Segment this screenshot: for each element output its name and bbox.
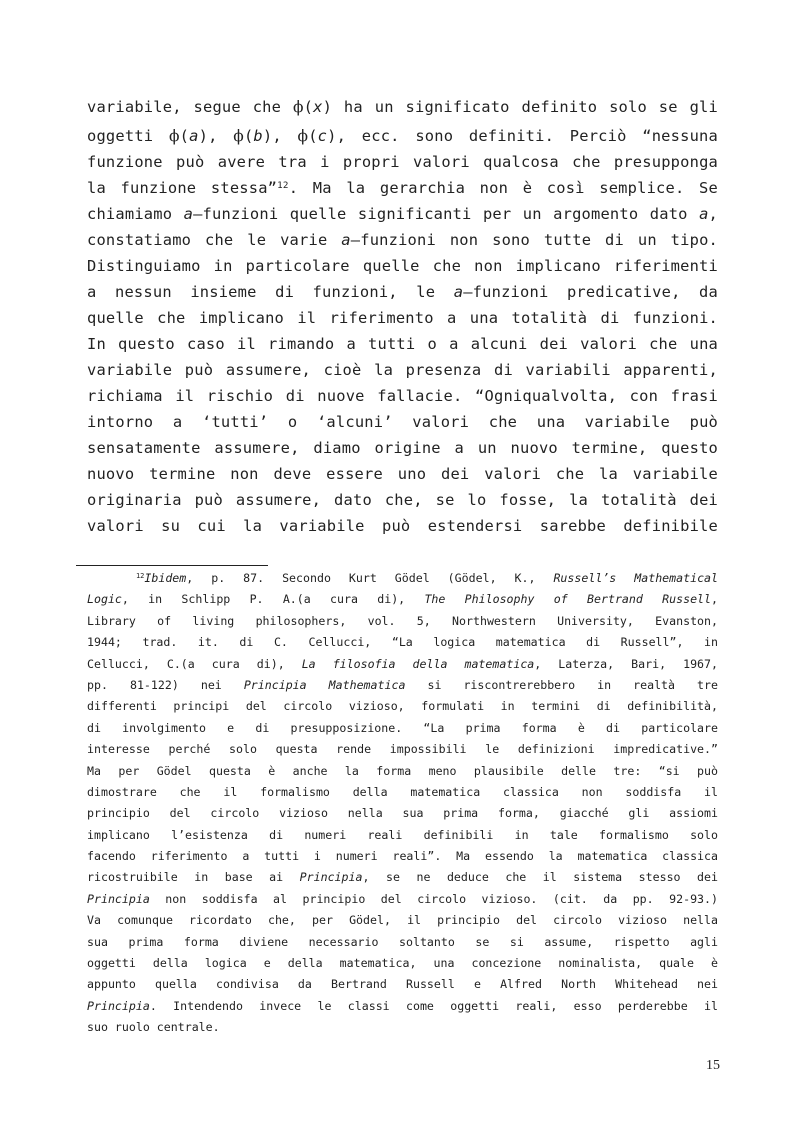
footnote-line: Cellucci, C.(a cura di), La filosofia della matematica, Laterza, Bari, 1967,: [87, 656, 718, 671]
body-line: originaria può assumere, dato che, se lo fosse, la totalità dei: [87, 491, 718, 509]
footnote-line: Ma per Gödel questa è anche la forma meno plausibile delle tre: “si può: [87, 763, 718, 778]
body-line-part: . Ma la gerarchia non è così semplice. Se: [288, 179, 718, 197]
footnote-line: Library of living philosophers, vol. 5, Northwestern University, Evanston,: [87, 613, 718, 628]
body-line: Distinguiamo in particolare quelle che non implicano riferimenti: [87, 257, 718, 275]
body-line: variabile può assumere, cioè la presenza di variabili apparenti,: [87, 361, 718, 379]
body-line: nuovo termine non deve essere uno dei valori che la variabile: [87, 465, 718, 483]
footnote-line: implicano l’esistenza di numeri reali definibili in tale formalismo solo: [87, 827, 718, 842]
footnote-line-text: Ibidem, p. 87. Secondo Kurt Gödel (Gödel, K., Russell’s Mathematical: [144, 571, 718, 585]
footnote-line: di involgimento e di presupposizione. “La prima forma è di particolare: [87, 720, 718, 735]
footnote-line: principio del circolo vizioso nella sua prima forma, giacché gli assiomi: [87, 806, 718, 821]
body-line: constatiamo che le varie a–funzioni non sono tutte di un tipo.: [87, 231, 718, 249]
footnote-separator: [76, 565, 268, 566]
footnote-line: pp. 81-122) nei Principia Mathematica si riscontrerebbero in realtà tre: [87, 677, 718, 692]
body-line: intorno a ‘tutti’ o ‘alcuni’ valori che una variabile può: [87, 413, 718, 431]
footnote-line: Logic, in Schlipp P. A.(a cura di), The Philosophy of Bertrand Russell,: [87, 592, 718, 607]
footnote-reference[interactable]: 12: [277, 179, 289, 191]
body-line: funzione può avere tra i propri valori qualcosa che presupponga: [87, 153, 718, 171]
body-line-part: la funzione stessa”: [87, 179, 278, 197]
footnote-line: interesse perché solo questa rende impossibili le definizioni impredicative.”: [87, 742, 718, 757]
footnote-line: differenti principi del circolo vizioso, formulati in termini di definibilità,: [87, 699, 718, 714]
body-line: oggetti ϕ(a), ϕ(b), ϕ(c), ecc. sono definiti. Perciò “nessuna: [87, 127, 718, 145]
body-line: chiamiamo a–funzioni quelle significanti per un argomento dato a,: [87, 205, 718, 223]
footnote-line: Va comunque ricordato che, per Gödel, il principio del circolo vizioso nella: [87, 913, 718, 928]
body-line: valori su cui la variabile può estendersi sarebbe definibile: [87, 517, 718, 535]
body-text: [87, 94, 718, 539]
footnote-line: suo ruolo centrale.: [87, 1020, 220, 1035]
footnote-line: appunto quella condivisa da Bertrand Russell e Alfred North Whitehead nei: [87, 977, 718, 992]
footnote-line: [87, 568, 718, 589]
footnote: [87, 568, 718, 1039]
body-line: quelle che implicano il riferimento a una totalità di funzioni.: [87, 309, 718, 327]
footnote-line: dimostrare che il formalismo della matematica classica non soddisfa il: [87, 784, 718, 799]
page-number: 15: [706, 1058, 720, 1073]
footnote-line: oggetti della logica e della matematica, una concezione nominalista, quale è: [87, 956, 718, 971]
body-line: richiama il rischio di nuove fallacie. “Ogniqualvolta, con frasi: [87, 387, 718, 405]
footnote-line: sua prima forma diviene necessario soltanto se si assume, rispetto agli: [87, 934, 718, 949]
body-line: variabile, segue che ϕ(x) ha un significato definito solo se gli: [87, 98, 718, 116]
body-line: In questo caso il rimando a tutti o a alcuni dei valori che una: [87, 335, 718, 353]
body-line-with-footnote-ref: [87, 175, 718, 201]
footnote-line: facendo riferimento a tutti i numeri reali”. Ma essendo la matematica classica: [87, 849, 718, 864]
footnote-line: Principia. Intendendo invece le classi come oggetti reali, esso perderebbe il: [87, 998, 718, 1013]
body-line: a nessun insieme di funzioni, le a–funzioni predicative, da: [87, 283, 718, 301]
footnote-marker: 12: [136, 572, 145, 581]
footnote-line: Principia non soddisfa al principio del circolo vizioso. (cit. da pp. 92-93.): [87, 891, 718, 906]
footnote-line: ricostruibile in base ai Principia, se ne deduce che il sistema stesso dei: [87, 870, 718, 885]
body-line: sensatamente assumere, diamo origine a un nuovo termine, questo: [87, 439, 718, 457]
footnote-line: 1944; trad. it. di C. Cellucci, “La logica matematica di Russell”, in: [87, 635, 718, 650]
